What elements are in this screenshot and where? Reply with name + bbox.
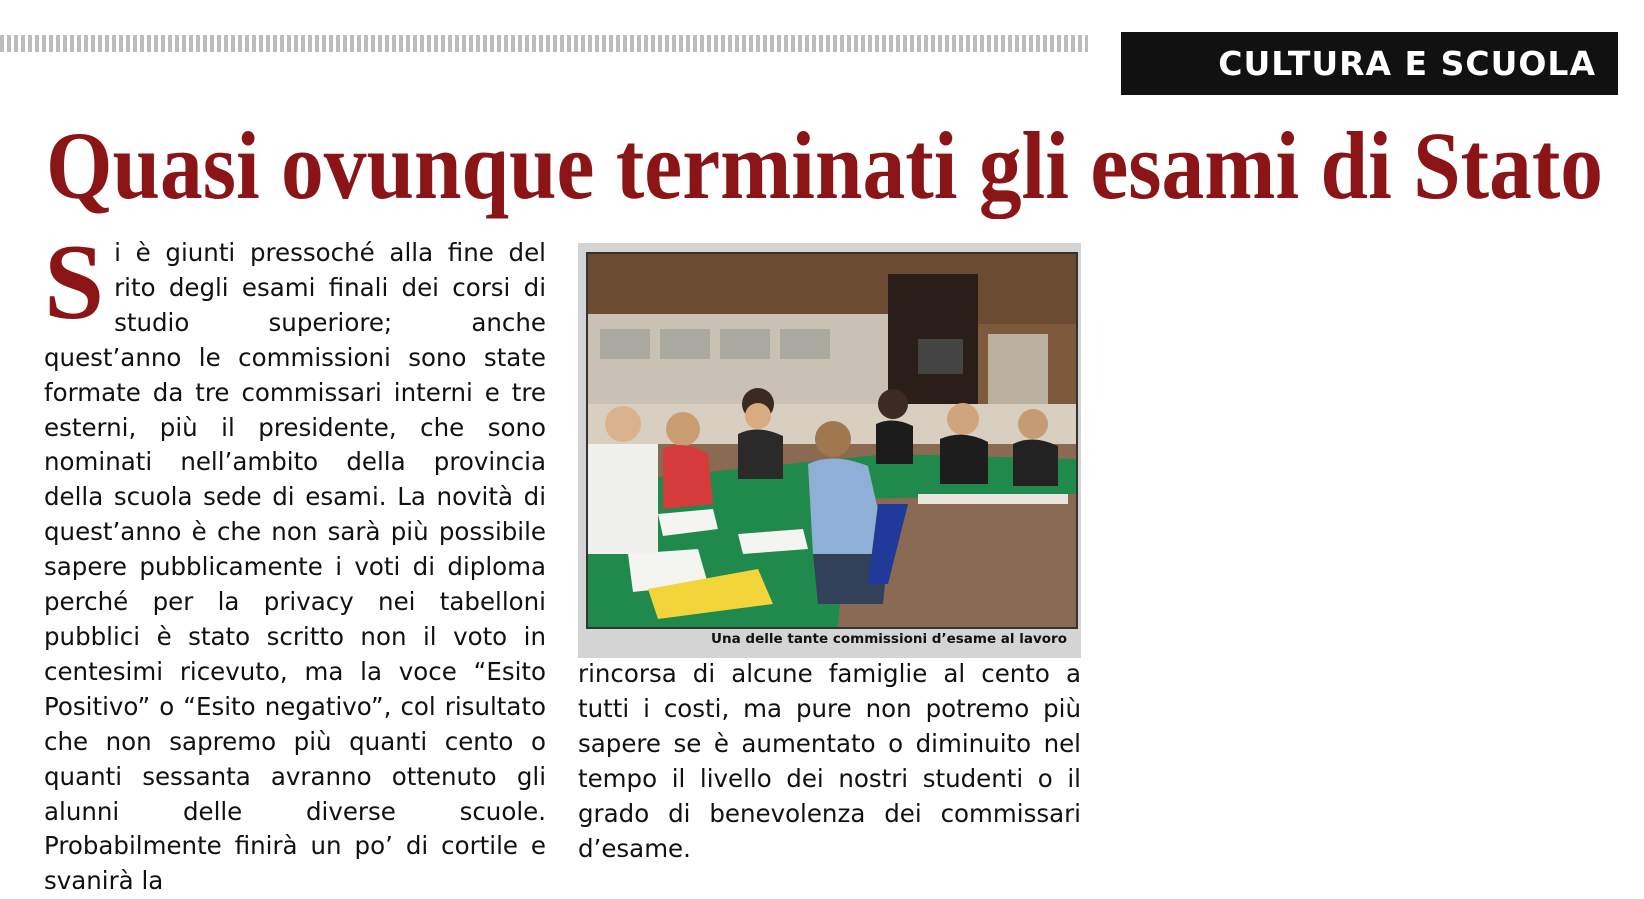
article-photo [586,252,1078,629]
photo-caption: Una delle tante commissioni d’esame al lavoro [711,631,1067,647]
article-headline: Quasi ovunque terminati gli esami di Stato [46,112,1604,219]
section-tag [1121,32,1618,95]
article-photo-frame [578,243,1081,658]
body-text-left: i è giunti pressoché alla fine del rito degli esami finali dei corsi di studio superiore; anche quest’anno le commissioni sono state formate da tre commissari interni e tre esterni, più il presidente, che sono nominati nell’ambito della provincia della scuola sede di esami. La novità di quest’anno è che non sarà più possibile sapere pubblicamente i voti di diploma perché per la privacy nei tabelloni pubblici è stato scritto non il voto in centesimi ricevuto, ma la voce “Esito Positivo” o “Esito negativo”, col risultato che non sapremo più quanti cento o quanti sessanta avranno ottenuto gli alunni delle diverse scuole. Probabilmente finirà un po’ di cortile e svanirà la [44,238,546,896]
drop-cap: S [44,223,105,342]
article-body-left [44,223,546,899]
photo-illustration [588,254,1076,627]
article-body-right: rincorsa di alcune famiglie al cento a tutti i costi, ma pure non potremo più sapere se è aumentato o diminuito nel tempo il livello dei nostri studenti o il grado di benevolenza dei commissari d’esame. [578,659,1081,863]
decorative-rule-strip [0,35,1088,52]
section-label: CULTURA E SCUOLA [1218,44,1596,83]
